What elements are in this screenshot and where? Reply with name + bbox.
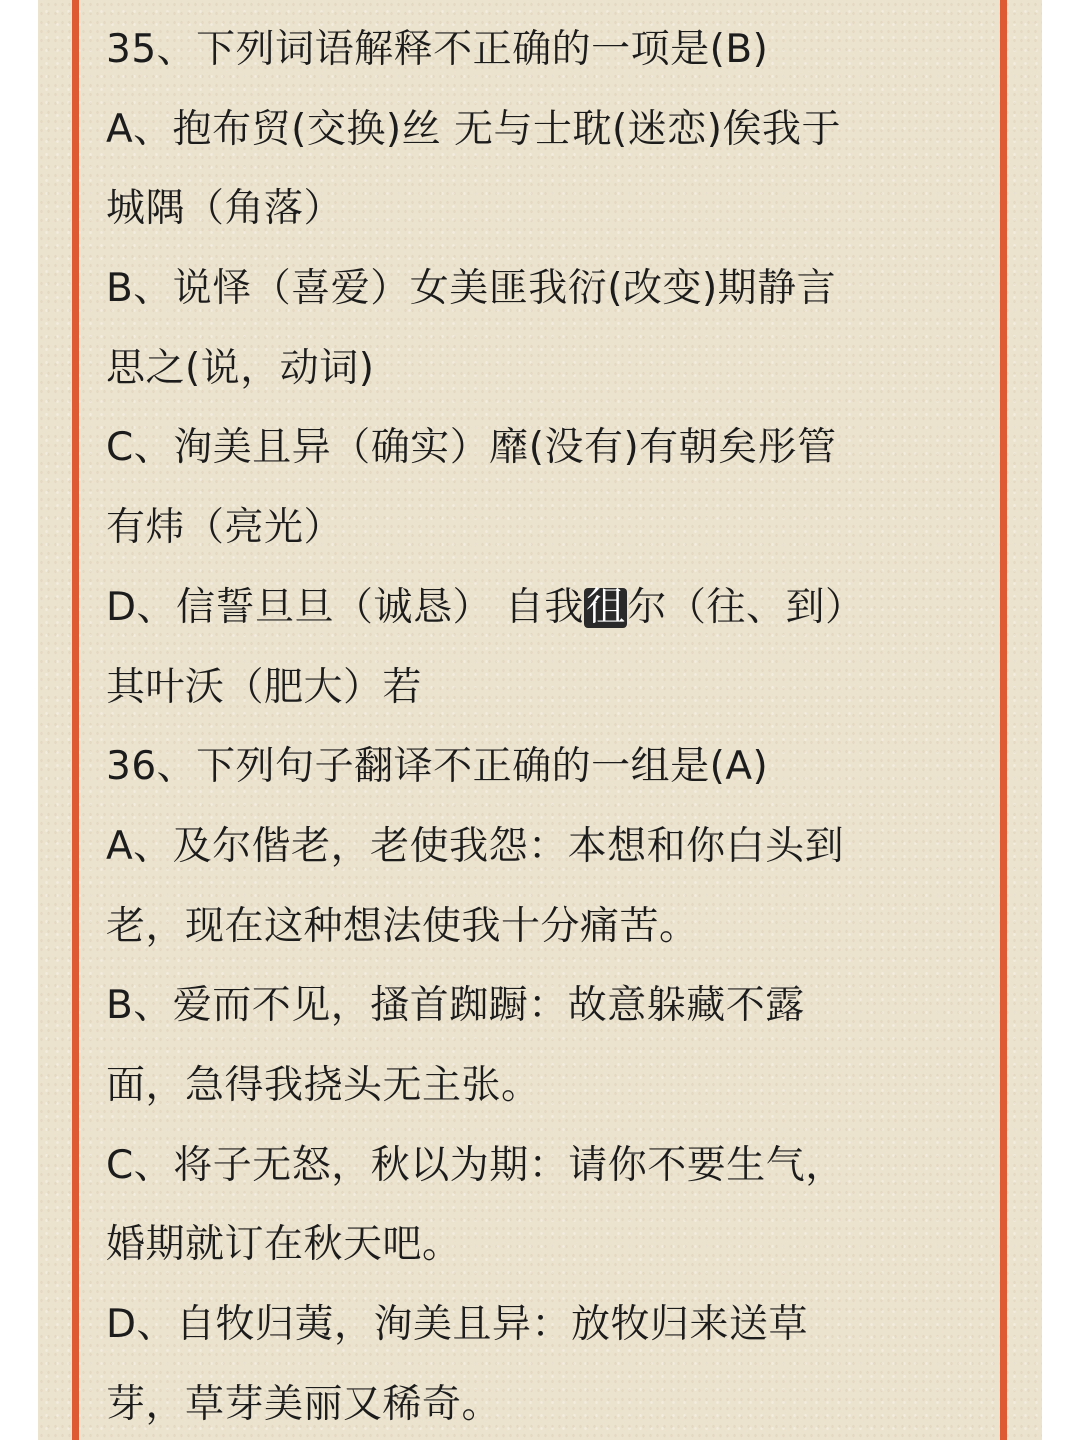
question-36-stem: 36、下列句子翻译不正确的一组是(A) (106, 744, 769, 790)
question-35-option-b-line-2: 思之(说，动词) (106, 345, 375, 391)
question-35-option-a-line-1: A、抱布贸(交换)丝 无与士耽(迷恋)俟我于 (106, 106, 841, 152)
question-35-option-d-line-1 (106, 568, 986, 648)
question-36-option-a-line-2: 老，现在这种想法使我十分痛苦。 (106, 903, 699, 949)
question-36-option-c-line-1: C、将子无怒，秋以为期：请你不要生气， (106, 1142, 845, 1188)
question-35-option-a-line-2: 城隅（角落） (106, 186, 344, 232)
question-35-option-c-line-2: 有炜（亮光） (106, 505, 344, 551)
question-35-option-d-line-2: 其叶沃（肥大）若 (106, 664, 423, 710)
right-red-border (1000, 0, 1007, 1440)
left-red-border (72, 0, 79, 1440)
question-36-option-d-line-2: 芽，草芽美丽又稀奇。 (106, 1381, 502, 1427)
question-36-option-a-line-1: A、及尔偕老，老使我怨：本想和你白头到 (106, 823, 845, 869)
question-36-option-b-line-1: B、爱而不见，搔首踟蹰：故意躲藏不露 (106, 983, 805, 1029)
question-35-option-b-line-1: B、说怿（喜爱）女美匪我衍(改变)期静言 (106, 266, 837, 312)
question-36-option-b-line-2: 面，急得我挠头无主张。 (106, 1062, 541, 1108)
question-35-option-d-text-after: 尔（往、到） (627, 584, 865, 630)
question-36-option-c-line-2: 婚期就订在秋天吧。 (106, 1222, 462, 1268)
question-35-stem: 35、下列词语解释不正确的一项是(B) (106, 27, 769, 72)
question-35-option-d-text-before: D、信誓旦旦（诚恳） 自我 (106, 584, 584, 630)
question-35-option-c-line-1: C、洵美且异（确实）靡(没有)有朝矣彤管 (106, 425, 837, 471)
question-36-option-d-line-1: D、自牧归荑，洵美且异：放牧归来送草 (106, 1302, 809, 1347)
highlighted-character: 徂 (585, 584, 626, 630)
question-content (106, 10, 986, 1444)
